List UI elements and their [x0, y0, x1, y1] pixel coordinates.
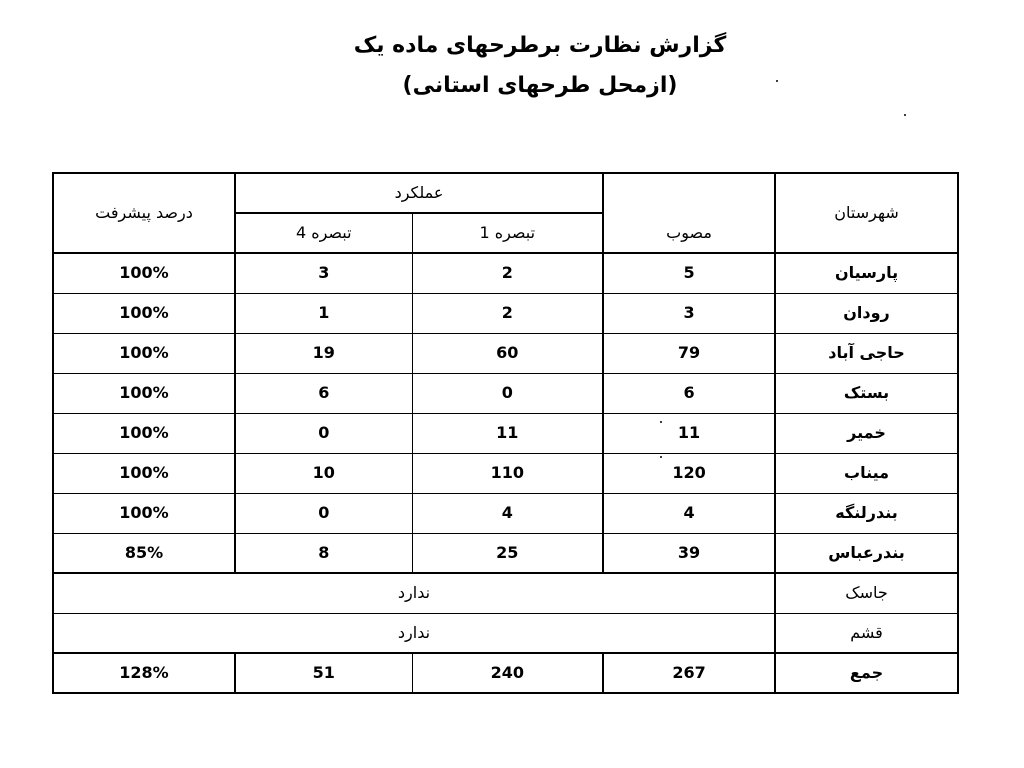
- progress-value: 100%: [119, 463, 169, 483]
- note1-cell: 25: [412, 533, 603, 573]
- progress-cell: [53, 373, 235, 413]
- total-label: جمع: [775, 653, 958, 693]
- table-row: [53, 373, 958, 413]
- city-cell: حاجی آباد: [775, 333, 958, 373]
- approved-cell: 11: [603, 413, 775, 453]
- note1-cell: 2: [412, 293, 603, 333]
- table-row: [53, 493, 958, 533]
- note4-cell: 10: [235, 453, 412, 493]
- city-cell: قشم: [775, 613, 958, 653]
- progress-value: 100%: [119, 423, 169, 443]
- progress-cell: [53, 333, 235, 373]
- report-title: گزارش نظارت برطرحهای ماده یک: [353, 33, 727, 58]
- approved-cell: 5: [603, 253, 775, 293]
- table-row: [53, 613, 958, 653]
- total-note1: 240: [412, 653, 603, 693]
- approved-cell: 3: [603, 293, 775, 333]
- progress-value: 100%: [119, 383, 169, 403]
- city-cell: بندرعباس: [775, 533, 958, 573]
- stray-dot: [660, 421, 662, 423]
- table-row: [53, 413, 958, 453]
- approved-cell: 4: [603, 493, 775, 533]
- progress-cell: [53, 453, 235, 493]
- header-progress: درصد پیشرفت: [53, 173, 235, 253]
- note4-cell: 1: [235, 293, 412, 333]
- city-cell: خمیر: [775, 413, 958, 453]
- none-cell: ندارد: [53, 613, 775, 653]
- city-cell: بستک: [775, 373, 958, 413]
- note1-cell: 2: [412, 253, 603, 293]
- header-city: شهرستان: [775, 173, 958, 253]
- table-row: [53, 293, 958, 333]
- progress-value: 100%: [119, 503, 169, 523]
- header-note4: تبصره 4: [235, 213, 412, 253]
- progress-value: 100%: [119, 303, 169, 323]
- note1-cell: 110: [412, 453, 603, 493]
- note4-cell: 3: [235, 253, 412, 293]
- progress-cell: [53, 493, 235, 533]
- note4-cell: 0: [235, 493, 412, 533]
- progress-value: 85%: [124, 542, 164, 562]
- city-cell: بندرلنگه: [775, 493, 958, 533]
- approved-cell: 79: [603, 333, 775, 373]
- total-progress-cell: [53, 653, 235, 693]
- note1-cell: 0: [412, 373, 603, 413]
- stray-dot: [904, 114, 906, 116]
- stray-dot: [660, 456, 662, 458]
- progress-cell: [53, 253, 235, 293]
- header-note1: تبصره 1: [412, 213, 603, 253]
- report-subtitle: (ازمحل طرحهای استانی): [402, 73, 678, 98]
- table-row: [53, 453, 958, 493]
- table-row: [53, 533, 958, 573]
- city-cell: رودان: [775, 293, 958, 333]
- progress-value: 100%: [119, 263, 169, 283]
- total-row: [53, 653, 958, 693]
- progress-cell: [53, 413, 235, 453]
- note4-cell: 6: [235, 373, 412, 413]
- header-row: [53, 173, 958, 213]
- approved-cell: 39: [603, 533, 775, 573]
- table-row: [53, 573, 958, 613]
- city-cell: پارسیان: [775, 253, 958, 293]
- table-row: [53, 253, 958, 293]
- header-performance: عملکرد: [235, 173, 603, 213]
- total-note4: 51: [235, 653, 412, 693]
- note1-cell: 60: [412, 333, 603, 373]
- note1-cell: 11: [412, 413, 603, 453]
- note1-cell: 4: [412, 493, 603, 533]
- progress-value: 100%: [119, 343, 169, 363]
- report-table: [52, 172, 959, 694]
- stray-dot: [776, 80, 778, 82]
- progress-cell: [53, 533, 235, 573]
- note4-cell: 8: [235, 533, 412, 573]
- total-progress: 128%: [119, 663, 169, 683]
- header-approved: مصوب: [603, 173, 775, 253]
- note4-cell: 0: [235, 413, 412, 453]
- total-approved: 267: [603, 653, 775, 693]
- table-row: [53, 333, 958, 373]
- city-cell: جاسک: [775, 573, 958, 613]
- city-cell: میناب: [775, 453, 958, 493]
- none-cell: ندارد: [53, 573, 775, 613]
- note4-cell: 19: [235, 333, 412, 373]
- progress-cell: [53, 293, 235, 333]
- approved-cell: 6: [603, 373, 775, 413]
- approved-cell: 120: [603, 453, 775, 493]
